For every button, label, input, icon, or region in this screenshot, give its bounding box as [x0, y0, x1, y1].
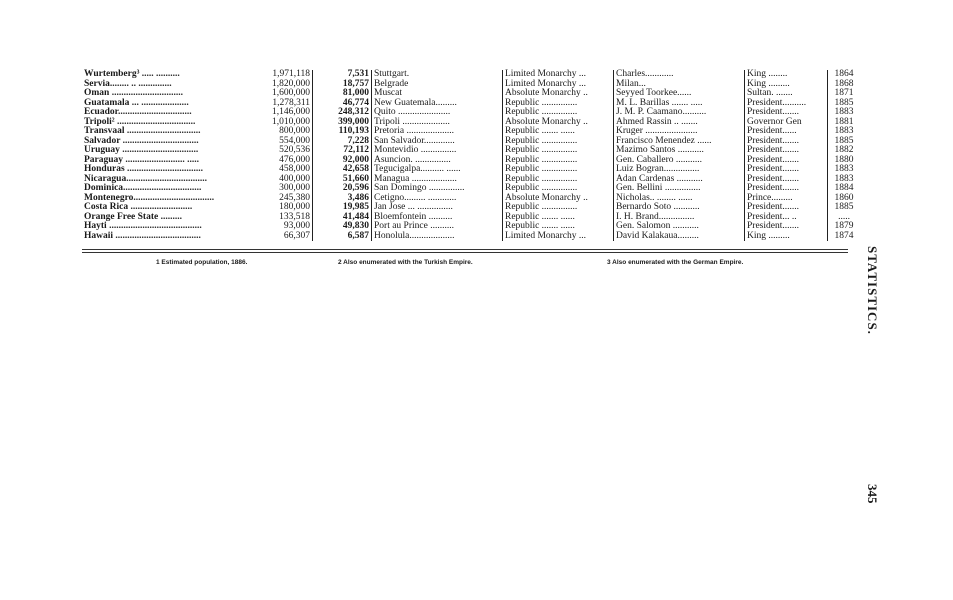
year-cell: 1885	[834, 97, 854, 108]
title-cell: President.......	[745, 184, 828, 194]
year-cell: 1874	[834, 230, 854, 241]
ruler-cell: David Kalakaua.........	[614, 232, 745, 242]
area-cell: 72,112	[313, 146, 372, 156]
table-row	[82, 127, 860, 137]
year-cell: 1883	[834, 164, 854, 174]
title-cell: President.......	[745, 137, 828, 147]
government-cell: Republic ...............	[503, 203, 614, 213]
capital-cell: Managua ...................	[372, 175, 503, 185]
table-row	[82, 99, 860, 109]
year-cell: 1883	[834, 173, 854, 184]
title-cell: Sultan. .......	[745, 89, 828, 99]
country-cell: Wurtemberg³ ..... ..........	[84, 69, 180, 79]
ruler-cell: Adan Cardenas ...........	[614, 175, 745, 185]
government-cell: Republic ...............	[503, 146, 614, 156]
population-cell: 800,000	[242, 127, 313, 137]
area-cell: 81,000	[313, 89, 372, 99]
footer-rule-bottom	[82, 252, 848, 253]
capital-cell: Bloemfontein ..........	[372, 213, 503, 223]
ruler-cell: Gen. Salomon ...........	[614, 222, 745, 232]
ruler-cell: Charles............	[614, 70, 745, 80]
government-cell: Limited Monarchy ...	[503, 70, 614, 80]
capital-cell: New Guatemala.........	[372, 99, 503, 109]
capital-cell: Tripoli ....................	[372, 118, 503, 128]
government-cell: Limited Monarchy ...	[503, 232, 614, 242]
area-cell: 20,596	[313, 184, 372, 194]
area-cell: 51,660	[313, 175, 372, 185]
page-number: 345	[865, 484, 880, 504]
title-cell: President.......	[745, 108, 828, 118]
ruler-cell: I. H. Brand...............	[614, 213, 745, 223]
country-cell: Hayti .......................................	[84, 221, 202, 231]
government-cell: Republic ...............	[503, 175, 614, 185]
year-cell: 1882	[834, 145, 854, 155]
population-cell: 1,010,000	[242, 118, 313, 128]
year-cell: 1864	[834, 69, 854, 79]
table-row	[82, 203, 860, 213]
title-cell: Prince.........	[745, 194, 828, 204]
area-cell: 399,000	[313, 118, 372, 128]
country-cell: Paraguay ......................... .....	[84, 154, 200, 165]
population-cell: 245,380	[242, 194, 313, 204]
footnote-2: 2 Also enumerated with the Turkish Empire.	[338, 259, 473, 266]
footer-rule-top	[82, 249, 848, 250]
population-cell: 300,000	[242, 184, 313, 194]
government-cell: Absolute Monarchy ..	[503, 194, 614, 204]
government-cell: Republic ....... ......	[503, 222, 614, 232]
capital-cell: Muscat	[372, 89, 503, 99]
year-cell: 1885	[834, 202, 854, 212]
area-cell: 7,531	[313, 70, 372, 80]
ruler-cell: Bernardo Soto ...........	[614, 203, 745, 213]
table-row	[82, 89, 860, 99]
title-cell: King ........	[745, 70, 828, 80]
country-cell: Orange Free State .........	[84, 211, 182, 222]
capital-cell: Quito ......................	[372, 108, 503, 118]
year-cell: 1883	[834, 107, 854, 117]
title-cell: President... ..	[745, 213, 828, 223]
government-cell: Republic ...............	[503, 156, 614, 166]
capital-cell: Port au Prince ..........	[372, 222, 503, 232]
title-cell: President.......	[745, 203, 828, 213]
country-cell: Dominica.................................	[84, 183, 202, 193]
ruler-cell: J. M. P. Caamano..........	[614, 108, 745, 118]
country-cell: Servia........ .. ..............	[84, 78, 172, 89]
government-cell: Republic ...............	[503, 99, 614, 109]
table-row	[82, 194, 860, 204]
government-cell: Republic ...............	[503, 137, 614, 147]
country-cell: Uruguay ................................	[84, 145, 199, 155]
government-cell: Absolute Monarchy ..	[503, 118, 614, 128]
year-cell: 1880	[834, 154, 854, 165]
ruler-cell: Milan...	[614, 80, 745, 90]
area-cell: 110,193	[313, 127, 372, 137]
area-cell: 19,985	[313, 203, 372, 213]
area-cell: 92,000	[313, 156, 372, 166]
area-cell: 46,774	[313, 99, 372, 109]
table-row	[82, 232, 860, 242]
population-cell: 520,536	[242, 146, 313, 156]
capital-cell: Montevidio ...............	[372, 146, 503, 156]
population-cell: 66,307	[242, 232, 313, 242]
population-cell: 554,000	[242, 137, 313, 147]
year-cell: 1879	[834, 221, 854, 231]
title-cell: President.......	[745, 175, 828, 185]
population-cell: 180,000	[242, 203, 313, 213]
statistics-table	[82, 70, 860, 241]
title-cell: Governor Gen	[745, 118, 828, 128]
year-cell: 1884	[834, 183, 854, 193]
country-cell: Honduras ................................	[84, 164, 204, 174]
year-cell: 1883	[834, 126, 854, 136]
footnote-3: 3 Also enumerated with the German Empire.	[607, 259, 744, 266]
country-cell: Salvador ................................	[84, 135, 199, 146]
population-cell: 1,971,118	[242, 70, 313, 80]
government-cell: Republic ...............	[503, 165, 614, 175]
capital-cell: Tegucigalpa.......... ......	[372, 165, 503, 175]
statistics-table-body	[82, 70, 860, 241]
capital-cell: San Salvador.............	[372, 137, 503, 147]
area-cell: 41,484	[313, 213, 372, 223]
capital-cell: Honolula...................	[372, 232, 503, 242]
area-cell: 49,830	[313, 222, 372, 232]
ruler-cell: Gen. Caballero ...........	[614, 156, 745, 166]
government-cell: Republic ....... ......	[503, 213, 614, 223]
year-cell: 1885	[834, 135, 854, 146]
country-cell: Oman ..............................	[84, 88, 183, 98]
area-cell: 42,658	[313, 165, 372, 175]
government-cell: Republic ....... ......	[503, 127, 614, 137]
country-cell: Nicaragua..................................	[84, 173, 207, 184]
title-cell: President.......	[745, 146, 828, 156]
ruler-cell: Kruger ......................	[614, 127, 745, 137]
ruler-cell: Luiz Bogran...............	[614, 165, 745, 175]
capital-cell: Jan Jose ... ...............	[372, 203, 503, 213]
table-row	[82, 108, 860, 118]
title-cell: President.......	[745, 165, 828, 175]
capital-cell: Cetigno......... ............	[372, 194, 503, 204]
title-cell: President.......	[745, 222, 828, 232]
population-cell: 133,518	[242, 213, 313, 223]
title-cell: King .........	[745, 232, 828, 242]
ruler-cell: Mazimo Santos ...........	[614, 146, 745, 156]
title-cell: President......	[745, 127, 828, 137]
capital-cell: Belgrade	[372, 80, 503, 90]
capital-cell: Asuncion. ...............	[372, 156, 503, 166]
government-cell: Republic ...............	[503, 108, 614, 118]
ruler-cell: Ahmed Rassin .. .......	[614, 118, 745, 128]
country-cell: Montenegro..................................	[84, 192, 215, 203]
capital-cell: Stuttgart.	[372, 70, 503, 80]
population-cell: 1,820,000	[242, 80, 313, 90]
year-cell: 1881	[834, 116, 854, 127]
table-row	[82, 80, 860, 90]
government-cell: Limited Monarchy ...	[503, 80, 614, 90]
capital-cell: San Domingo ...............	[372, 184, 503, 194]
ruler-cell: Nicholas.. ........ ......	[614, 194, 745, 204]
table-row	[82, 70, 860, 80]
title-cell: President.......	[745, 156, 828, 166]
area-cell: 248,312	[313, 108, 372, 118]
ruler-cell: M. L. Barillas ....... .....	[614, 99, 745, 109]
population-cell: 476,000	[242, 156, 313, 166]
year-cell: 1868	[834, 78, 854, 89]
population-cell: 1,146,000	[242, 108, 313, 118]
ruler-cell: Gen. Bellini ...............	[614, 184, 745, 194]
title-cell: President..........	[745, 99, 828, 109]
country-cell: Hawaii ....................................	[84, 230, 201, 241]
population-cell: 93,000	[242, 222, 313, 232]
year-cell: 1871	[834, 88, 854, 98]
running-head: STATISTICS.	[865, 246, 880, 335]
table-row	[82, 137, 860, 147]
area-cell: 18,757	[313, 80, 372, 90]
country-cell: Ecuador...............................	[84, 107, 192, 117]
area-cell: 6,587	[313, 232, 372, 242]
population-cell: 1,600,000	[242, 89, 313, 99]
country-cell: Transvaal ...............................	[84, 126, 201, 136]
population-cell: 1,278,311	[242, 99, 313, 109]
government-cell: Absolute Monarchy ..	[503, 89, 614, 99]
country-cell: Guatamala ... ....................	[84, 97, 189, 108]
area-cell: 7,228	[313, 137, 372, 147]
ruler-cell: Francisco Menendez ......	[614, 137, 745, 147]
ruler-cell: Seyyed Toorkee......	[614, 89, 745, 99]
year-cell: 1860	[834, 192, 854, 203]
government-cell: Republic ...............	[503, 184, 614, 194]
capital-cell: Pretoria ....................	[372, 127, 503, 137]
population-cell: 400,000	[242, 175, 313, 185]
area-cell: 3,486	[313, 194, 372, 204]
statistics-table-wrap	[82, 70, 860, 241]
country-cell: Costa Rica ..........................	[84, 202, 193, 212]
title-cell: King .........	[745, 80, 828, 90]
population-cell: 458,000	[242, 165, 313, 175]
country-cell: Tripoli² .................................	[84, 116, 196, 127]
footnote-1: 1 Estimated population, 1886.	[156, 259, 248, 266]
year-cell: .....	[838, 211, 850, 222]
